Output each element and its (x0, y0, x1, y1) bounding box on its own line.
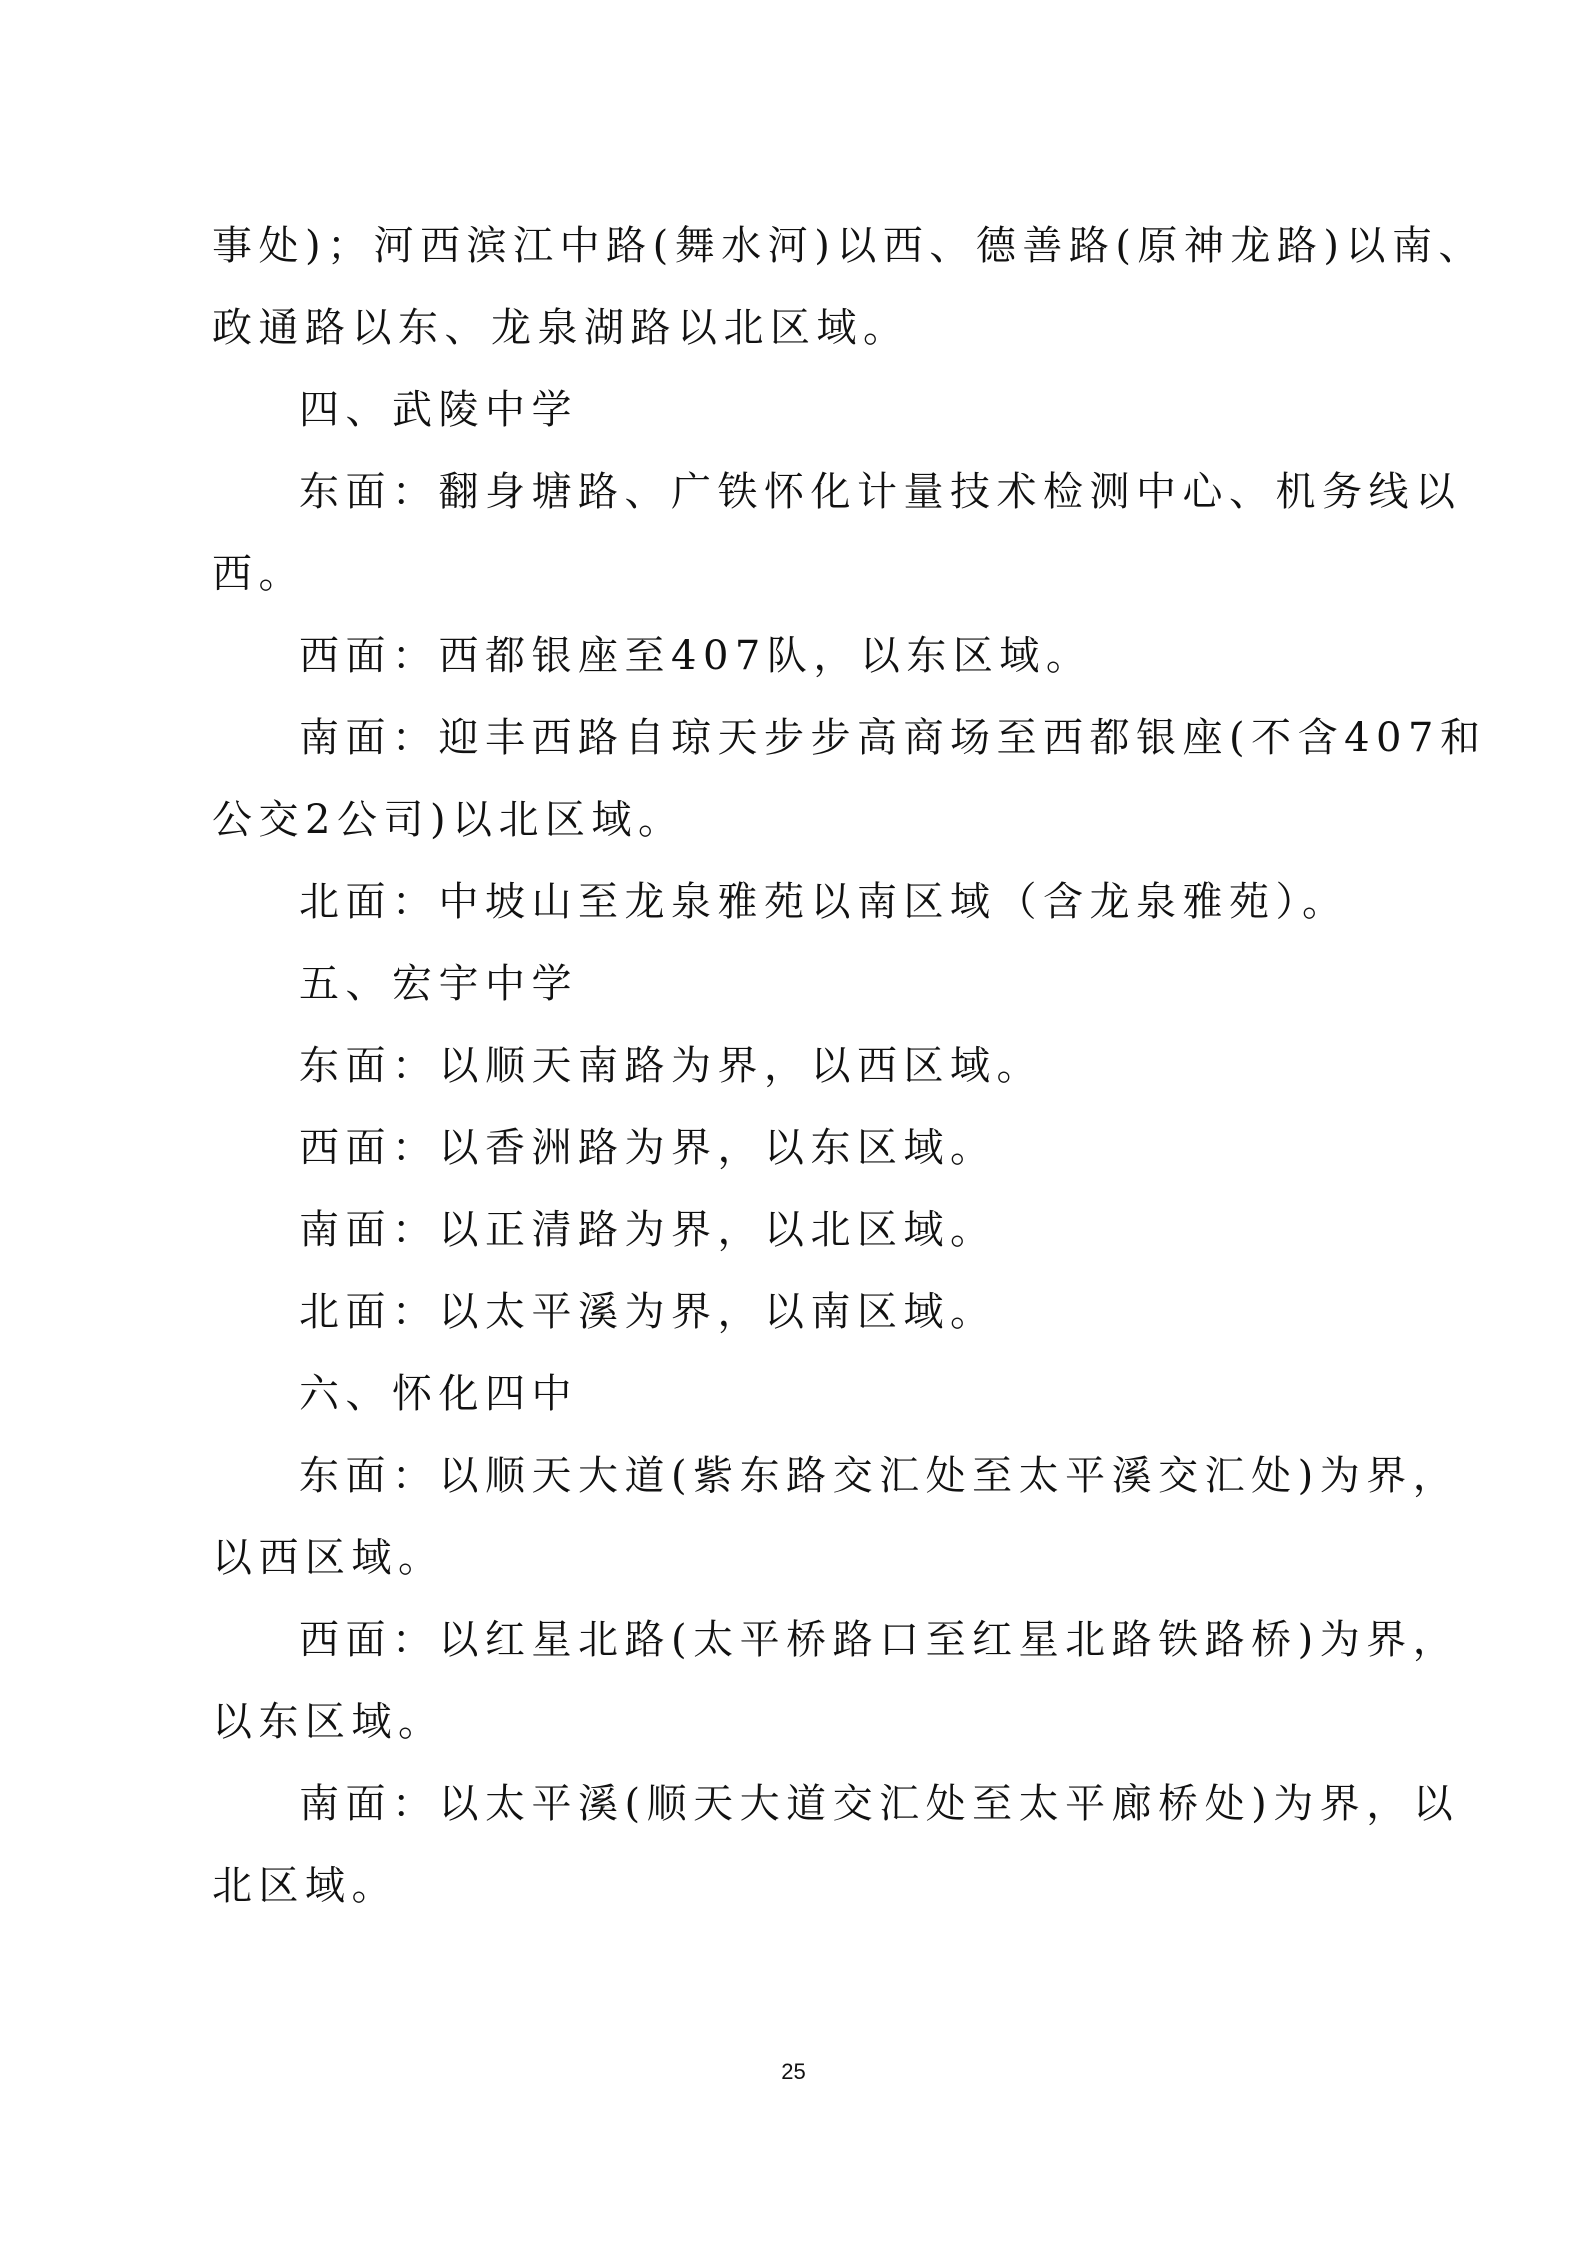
text-line-16: 东面：以顺天大道(紫东路交汇处至太平溪交汇处)为界， (299, 1453, 1460, 1499)
text-line-19: 以东区域。 (212, 1699, 445, 1745)
text-line-5: 西。 (212, 551, 305, 597)
text-line-20: 南面：以太平溪(顺天大道交汇处至太平廊桥处)为界，以 (299, 1781, 1460, 1827)
text-line-1: 事处)；河西滨江中路(舞水河)以西、德善路(原神龙路)以南、 (212, 223, 1486, 269)
text-line-11: 东面：以顺天南路为界，以西区域。 (299, 1043, 1043, 1089)
text-line-4: 东面：翻身塘路、广铁怀化计量技术检测中心、机务线以 (299, 469, 1462, 515)
section-heading-huaihua-no4-middle-school: 六、怀化四中 (299, 1371, 578, 1417)
text-line-13: 南面：以正清路为界，以北区域。 (299, 1207, 997, 1253)
text-line-2: 政通路以东、龙泉湖路以北区域。 (212, 305, 910, 351)
text-line-14: 北面：以太平溪为界，以南区域。 (299, 1289, 997, 1335)
text-line-6: 西面：西都银座至407队，以东区域。 (299, 633, 1093, 679)
section-heading-hongyu-middle-school: 五、宏宇中学 (299, 961, 578, 1007)
page-number: 25 (781, 2059, 806, 2084)
text-line-8: 公交2公司)以北区域。 (212, 797, 685, 843)
text-line-7: 南面：迎丰西路自琼天步步高商场至西都银座(不含407和 (299, 715, 1487, 761)
text-line-17: 以西区域。 (212, 1535, 445, 1581)
text-line-12: 西面：以香洲路为界，以东区域。 (299, 1125, 997, 1171)
text-line-18: 西面：以红星北路(太平桥路口至红星北路铁路桥)为界， (299, 1617, 1460, 1663)
section-heading-wuling-middle-school: 四、武陵中学 (299, 387, 578, 433)
text-line-9: 北面：中坡山至龙泉雅苑以南区域（含龙泉雅苑）。 (299, 879, 1349, 925)
text-line-21: 北区域。 (212, 1863, 398, 1909)
